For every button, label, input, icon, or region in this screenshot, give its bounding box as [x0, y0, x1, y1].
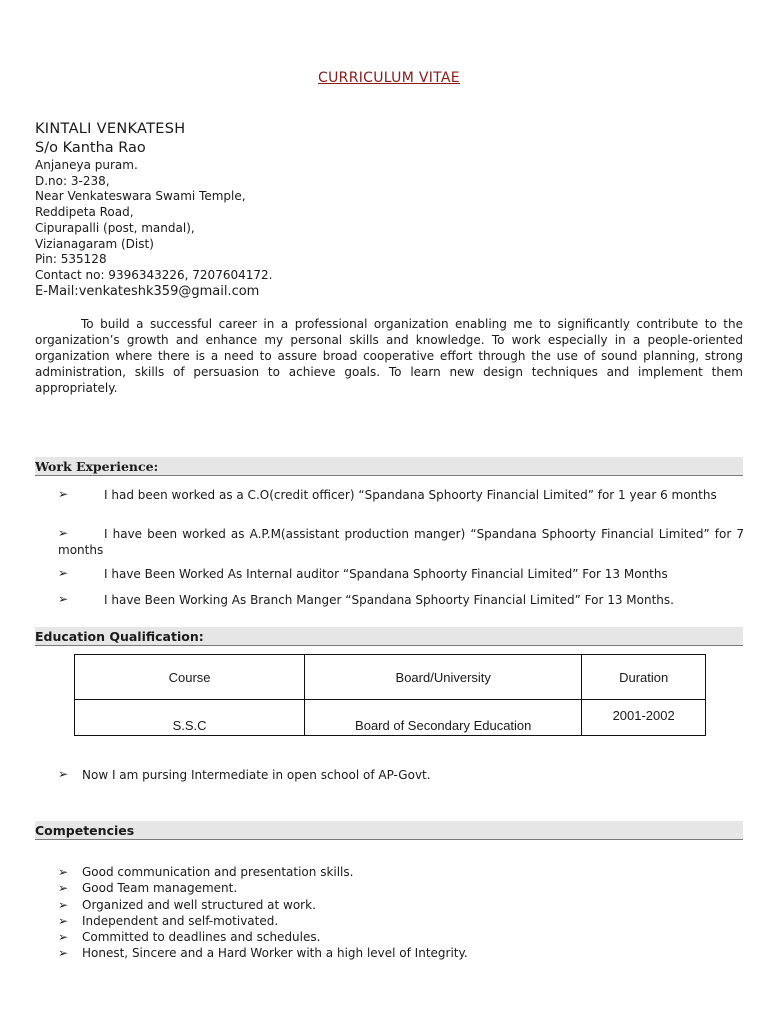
arrowhead-bullet-icon: ➢	[58, 946, 69, 961]
address-line: Near Venkateswara Swami Temple,	[35, 189, 246, 204]
table-cell-course: S.S.C	[75, 700, 305, 736]
work-item: I have Been Worked As Internal auditor “Spandana Sphoorty Financial Limited” For 13 Months	[104, 567, 668, 581]
list-item: ➢ Good Team management.	[58, 881, 238, 896]
document-title: CURRICULUM VITAE	[318, 70, 460, 86]
arrowhead-bullet-icon: ➢	[58, 881, 69, 896]
arrowhead-bullet-icon: ➢	[58, 566, 69, 580]
table-cell-duration: 2001-2002	[582, 700, 706, 736]
competencies-heading: Competencies	[35, 821, 743, 840]
table-row	[75, 700, 706, 736]
address-line: D.no: 3-238,	[35, 173, 110, 188]
contact-number: Contact no: 9396343226, 7207604172.	[35, 267, 273, 282]
list-item: ➢ Independent and self-motivated.	[58, 913, 279, 928]
career-objective	[35, 316, 743, 396]
list-item: ➢ Honest, Sincere and a Hard Worker with a high level of Integrity.	[58, 946, 468, 961]
address-line: Reddipeta Road,	[35, 205, 134, 220]
address-line: Anjaneya puram.	[35, 158, 138, 172]
arrowhead-bullet-icon: ➢	[58, 487, 69, 501]
table-header-row	[75, 655, 706, 700]
address-line: Cipurapalli (post, mandal),	[35, 220, 195, 235]
objective-text: To build a successful career in a professional organization enabling me to significantly contribute to the organization’s growth and enhance my personal skills and knowledge. To work especially in a people-oriented organization where there is a need to assure broad cooperative effort through the use of sound planning, strong administration, skills of persuasion to achieve goals. To learn new design techniques and implement them appropriately.	[35, 317, 743, 395]
email-address: E-Mail:venkateshk359@gmail.com	[35, 283, 260, 299]
address-block	[35, 158, 272, 299]
arrowhead-bullet-icon: ➢	[58, 913, 69, 928]
work-item: I have been worked as A.P.M(assistant production manger) “Spandana Sphoorty Financial Limited” for 7 months	[58, 527, 744, 557]
address-line: Vizianagaram (Dist)	[35, 236, 154, 251]
education-heading: Education Qualification:	[35, 627, 743, 646]
education-table	[74, 654, 706, 736]
arrowhead-bullet-icon: ➢	[58, 930, 69, 945]
arrowhead-bullet-icon: ➢	[58, 897, 69, 912]
work-experience-heading: Work Experience:	[35, 457, 743, 476]
arrowhead-bullet-icon: ➢	[58, 767, 69, 781]
work-item: I have Been Working As Branch Manger “Spandana Sphoorty Financial Limited” For 13 Months.	[104, 593, 674, 607]
list-item: ➢ Organized and well structured at work.	[58, 897, 316, 912]
arrowhead-bullet-icon: ➢	[58, 592, 69, 606]
competencies-list	[58, 864, 468, 962]
list-item: ➢ Good communication and presentation skills.	[58, 865, 354, 879]
arrowhead-bullet-icon: ➢	[58, 526, 69, 540]
candidate-name: KINTALI VENKATESH	[35, 121, 186, 137]
column-header-duration: Duration	[582, 655, 706, 700]
column-header-course: Course	[75, 655, 305, 700]
education-note: Now I am pursing Intermediate in open school of AP-Govt.	[82, 768, 431, 782]
work-item: I had been worked as a C.O(credit officer) “Spandana Sphoorty Financial Limited” for 1 year 6 months	[104, 488, 717, 502]
address-line: Pin: 535128	[35, 252, 107, 267]
column-header-board: Board/University	[305, 655, 582, 700]
candidate-relation: S/o Kantha Rao	[35, 140, 146, 156]
arrowhead-bullet-icon: ➢	[58, 865, 69, 879]
list-item: ➢ Committed to deadlines and schedules.	[58, 930, 321, 945]
table-cell-board: Board of Secondary Education	[305, 700, 582, 736]
